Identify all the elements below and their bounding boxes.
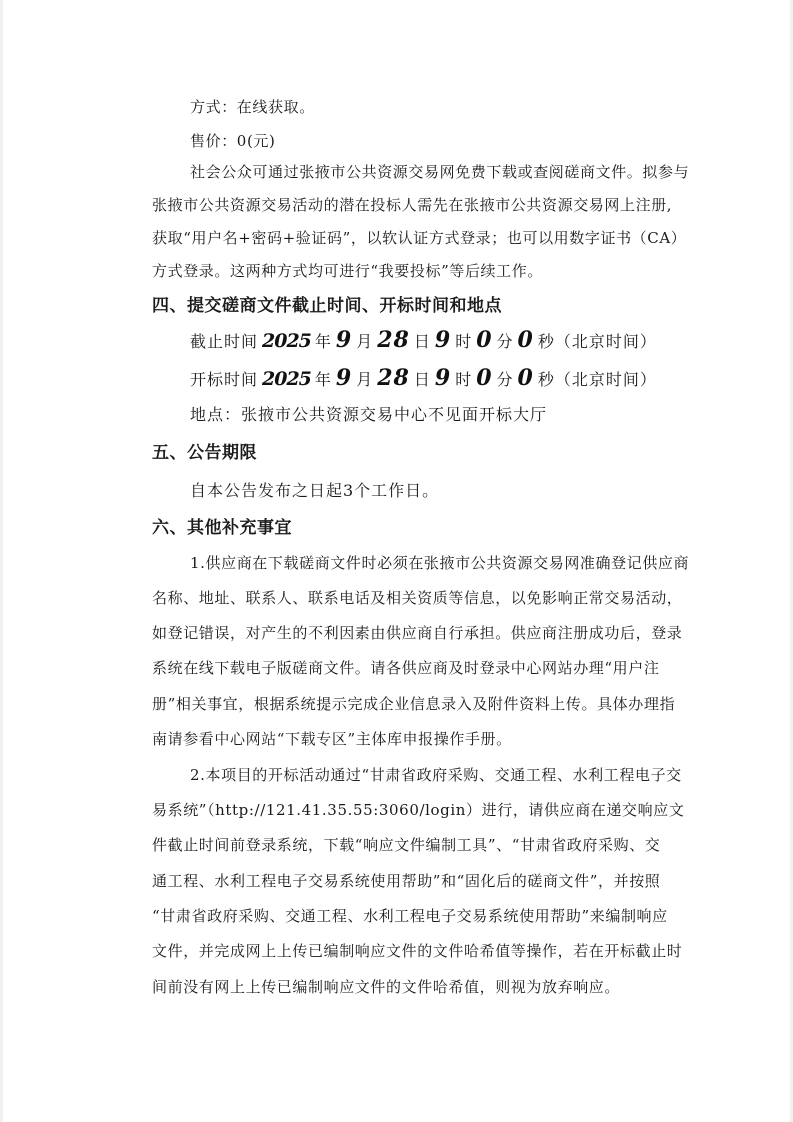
- deadline-label: 截止时间: [190, 332, 259, 351]
- item2-line-4: 通工程、水利工程电子交易系统使用帮助”和“固化后的磋商文件”，并按照: [152, 872, 661, 890]
- section5-text: 自本公告发布之日起3个工作日。: [190, 481, 440, 500]
- deadline-day-unit: 日: [413, 332, 431, 351]
- item2-line-3: 件截止时间前登录系统，下载“响应文件编制工具”、“甘肃省政府采购、交: [152, 836, 661, 854]
- deadline-second-unit: 秒（北京时间）: [537, 332, 657, 351]
- acquisition-method: 方式：在线获取。: [190, 98, 315, 116]
- item1-line-6: 南请参看中心网站“下载专区”主体库申报操作手册。: [152, 730, 512, 748]
- opening-hour: 9: [434, 365, 452, 391]
- opening-year-unit: 年: [314, 370, 332, 389]
- registration-line-2: 张掖市公共资源交易活动的潜在投标人需先在张掖市公共资源交易网上注册,: [152, 196, 673, 214]
- item1-line-4: 系统在线下载电子版磋商文件。请各供应商及时登录中心网站办理“用户注: [152, 659, 660, 677]
- deadline-minute-unit: 分: [496, 332, 514, 351]
- acquisition-price: 售价：0(元): [190, 132, 276, 150]
- opening-row: [190, 365, 657, 391]
- item2-line-7: 间前没有网上上传已编制响应文件的文件哈希值，则视为放弃响应。: [152, 978, 621, 996]
- opening-month-unit: 月: [356, 370, 374, 389]
- deadline-year-unit: 年: [314, 332, 332, 351]
- opening-hour-unit: 时: [455, 370, 473, 389]
- deadline-month: 9: [335, 327, 353, 353]
- opening-label: 开标时间: [190, 370, 259, 389]
- registration-line-4: 方式登录。这两种方式均可进行“我要投标”等后续工作。: [152, 262, 543, 280]
- item2-line-1: 2.本项目的开标活动通过“甘肃省政府采购、交通工程、水利工程电子交: [190, 766, 682, 784]
- registration-line-1: 社会公众可通过张掖市公共资源交易网免费下载或查阅磋商文件。拟参与: [190, 163, 690, 181]
- item1-line-5: 册”相关事宜，根据系统提示完成企业信息录入及附件资料上传。具体办理指: [152, 695, 676, 713]
- deadline-hour-unit: 时: [455, 332, 473, 351]
- section6-heading: 六、其他补充事宜: [152, 518, 292, 538]
- section5-heading: 五、公告期限: [152, 443, 257, 463]
- opening-day: 28: [377, 365, 410, 391]
- opening-month: 9: [335, 365, 353, 391]
- item1-line-3: 如登记错误，对产生的不利因素由供应商自行承担。供应商注册成功后，登录: [152, 624, 683, 642]
- opening-minute-unit: 分: [496, 370, 514, 389]
- scan-edge-left: [0, 0, 3, 1122]
- opening-minute: 0: [476, 365, 493, 391]
- item2-line-6: 文件，并完成网上上传已编制响应文件的文件哈希值等操作，若在开标截止时: [152, 942, 683, 960]
- opening-day-unit: 日: [413, 370, 431, 389]
- opening-second-unit: 秒（北京时间）: [537, 370, 657, 389]
- registration-line-3: 获取“用户名+密码+验证码”，以软认证方式登录；也可以用数字证书（CA）: [152, 229, 687, 247]
- deadline-hour: 9: [434, 327, 452, 353]
- deadline-second: 0: [517, 327, 534, 353]
- item1-line-1: 1.供应商在下载磋商文件时必须在张掖市公共资源交易网准确登记供应商: [190, 554, 690, 572]
- deadline-minute: 0: [476, 327, 493, 353]
- item1-line-2: 名称、地址、联系人、联系电话及相关资质等信息，以免影响正常交易活动，: [152, 589, 683, 607]
- deadline-month-unit: 月: [356, 332, 374, 351]
- item2-line-2: 易系统”（http://121.41.35.55:3060/login）进行，请供应商在递交响应文: [152, 801, 685, 819]
- deadline-year: 2025: [262, 330, 311, 352]
- opening-second: 0: [517, 365, 534, 391]
- deadline-day: 28: [377, 327, 410, 353]
- section4-heading: 四、提交磋商文件截止时间、开标时间和地点: [152, 296, 502, 316]
- deadline-row: [190, 327, 657, 353]
- opening-location: 地点：张掖市公共资源交易中心不见面开标大厅: [190, 405, 548, 424]
- opening-year: 2025: [262, 368, 311, 390]
- item2-line-5: “甘肃省政府采购、交通工程、水利工程电子交易系统使用帮助”来编制响应: [152, 907, 668, 925]
